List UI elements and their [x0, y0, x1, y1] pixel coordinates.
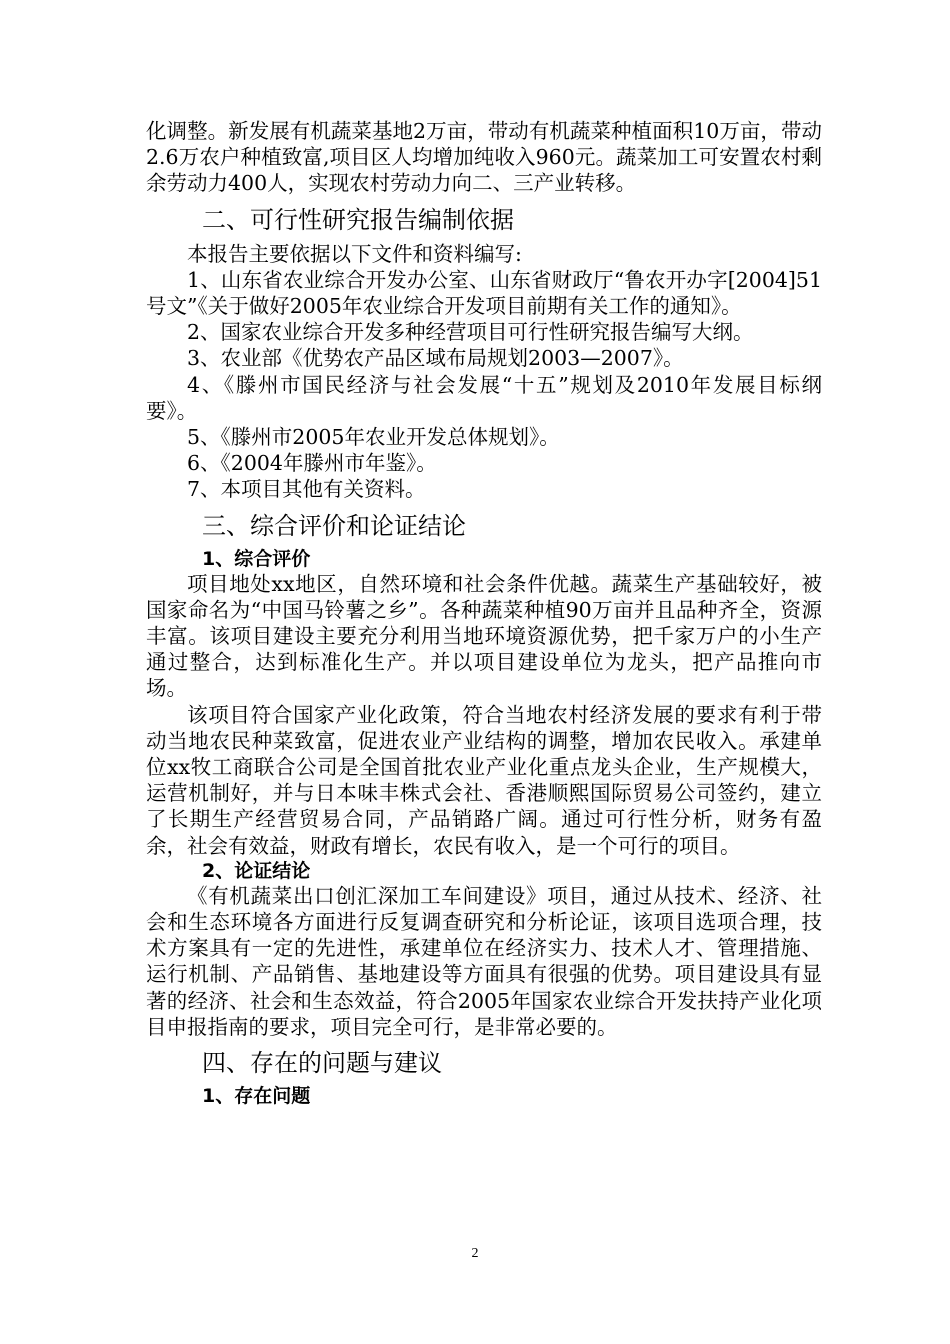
- reference-item-4: 4、《滕州市国民经济与社会发展“十五”规划及2010年发展目标纲要》。: [146, 372, 822, 423]
- reference-item-5: 5、《滕州市2005年农业开发总体规划》。: [187, 425, 560, 450]
- section-4-1-heading: 1、存在问题: [202, 1085, 311, 1108]
- reference-item-7: 7、本项目其他有关资料。: [187, 477, 426, 502]
- reference-item-1: 1、山东省农业综合开发办公室、山东省财政厅“鲁农开办字[2004]51号文”《关于做好2005年农业综合开发项目前期有关工作的通知》。: [146, 267, 822, 319]
- reference-item-2: 2、国家农业综合开发多种经营项目可行性研究报告编写大纲。: [187, 320, 754, 345]
- section-2-lead: 本报告主要依据以下文件和资料编写:: [187, 241, 522, 266]
- evaluation-paragraph-2: 该项目符合国家产业化政策，符合当地农村经济发展的要求有利于带动当地农民种菜致富，促进农业产业结构的调整，增加农民收入。承建单位xx牧工商联合公司是全国首批农业产业化重点龙头企业，生产规模大，运营机制好，并与日本味丰株式会社、香港顺熙国际贸易公司签约，建立了长期生产经营贸易合同，产品销路广阔。通过可行性分析，财务有盈余，社会有效益，财政有增长，农民有收入，是一个可行的项目。: [146, 702, 822, 858]
- section-3-1-heading: 1、综合评价: [202, 547, 311, 570]
- section-3-heading: 三、综合评价和论证结论: [202, 511, 466, 540]
- reference-item-3: 3、农业部《优势农产品区域布局规划2003—2007》。: [187, 346, 684, 371]
- reference-item-6: 6、《2004年滕州市年鉴》。: [187, 451, 437, 476]
- section-4-heading: 四、存在的问题与建议: [202, 1049, 442, 1078]
- section-3-2-heading: 2、论证结论: [202, 859, 311, 882]
- conclusion-paragraph: 《有机蔬菜出口创汇深加工车间建设》项目，通过从技术、经济、社会和生态环境各方面进行反复调查研究和分析论证，该项目选项合理，技术方案具有一定的先进性，承建单位在经济实力、技术人才、管理措施、运行机制、产品销售、基地建设等方面具有很强的优势。项目建设具有显著的经济、社会和生态效益，符合2005年国家农业综合开发扶持产业化项目申报指南的要求，项目完全可行，是非常必要的。: [146, 883, 822, 1039]
- section-2-heading: 二、可行性研究报告编制依据: [202, 205, 514, 234]
- document-body: [146, 118, 822, 1108]
- evaluation-paragraph-1: 项目地处xx地区，自然环境和社会条件优越。蔬菜生产基础较好，被国家命名为“中国马铃薯之乡”。各种蔬菜种植90万亩并且品种齐全，资源丰富。该项目建设主要充分利用当地环境资源优势，把千家万户的小生产通过整合，达到标准化生产。并以项目建设单位为龙头，把产品推向市场。: [146, 571, 822, 701]
- intro-paragraph: 化调整。新发展有机蔬菜基地2万亩，带动有机蔬菜种植面积10万亩，带动2.6万农户种植致富,项目区人均增加纯收入960元。蔬菜加工可安置农村剩余劳动力400人，实现农村劳动力向二、三产业转移。: [146, 119, 822, 196]
- page-number: 2: [471, 1246, 479, 1261]
